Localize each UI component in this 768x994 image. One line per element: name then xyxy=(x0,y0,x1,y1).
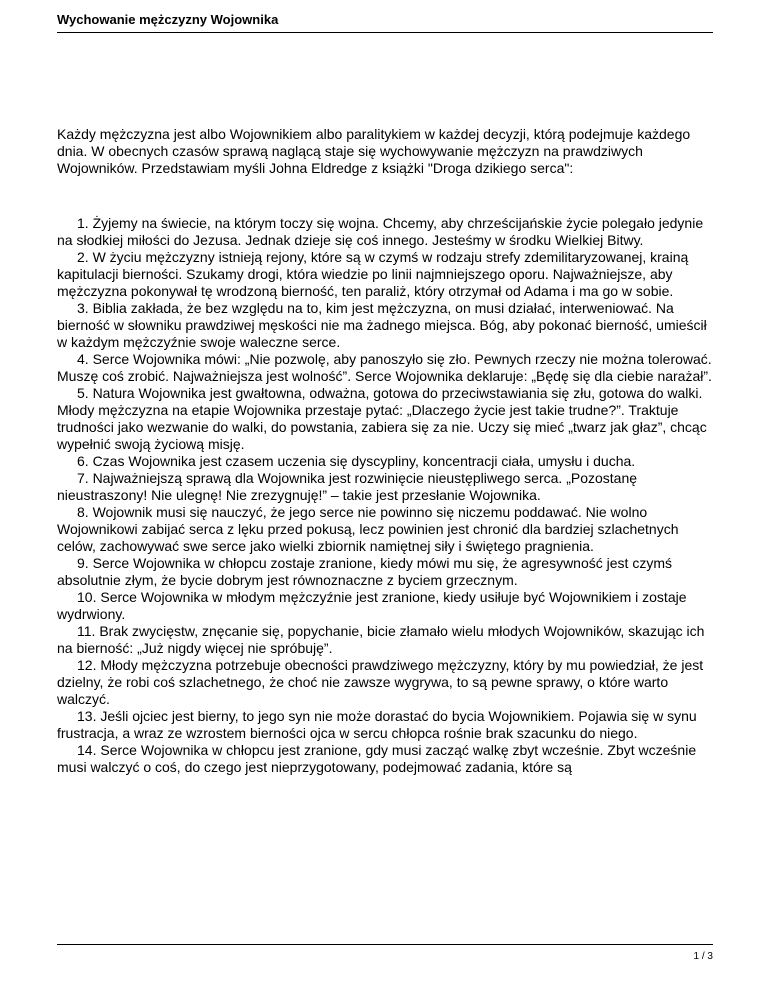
page-header xyxy=(57,6,713,33)
list-item: 6. Czas Wojownika jest czasem uczenia się dyscypliny, koncentracji ciała, umysłu i ducha. xyxy=(77,453,636,469)
list-item: 8. Wojownik musi się nauczyć, że jego serce nie powinno się niczemu poddawać. Nie wolno Wojownikowi zabijać serca z lęku przed pokusą, lecz powinien jest chronić dla bardziej szlachetnych celów, zachowywać swe serce jako wielki zbiornik namiętnej siły i świętego pragnienia. xyxy=(57,504,679,554)
intro-paragraph: Każdy mężczyzna jest albo Wojownikiem albo paralitykiem w każdej decyzji, którą podejmuje każdego dnia. W obecnych czasów sprawą naglącą staje się wychowywanie mężczyzn na prawdziwych Wojowników. Przedstawiam myśli Johna Eldredge z książki "Droga dzikiego serca": xyxy=(57,126,691,176)
list-item: 7. Najważniejszą sprawą dla Wojownika jest rozwinięcie nieustępliwego serca. „Pozostanę nieustraszony! Nie ulegnę! Nie zrezygnuję!” – takie jest przesłanie Wojownika. xyxy=(57,470,638,503)
document-body xyxy=(57,126,713,776)
list-item: 13. Jeśli ojciec jest bierny, to jego syn nie może dorastać do bycia Wojownikiem. Pojawia się w synu frustracja, a wraz ze wzrostem bierności ojca w sercu chłopca rośnie brak szacunku do niego. xyxy=(57,708,697,741)
list-item: 14. Serce Wojownika w chłopcu jest zranione, gdy musi zacząć walkę zbyt wcześnie. Zbyt wcześnie musi walczyć o coś, do czego jest nieprzygotowany, podejmować zadania, które są xyxy=(57,742,697,775)
numbered-list xyxy=(57,215,713,776)
list-item: 5. Natura Wojownika jest gwałtowna, odważna, gotowa do przeciwstawiania się złu, gotowa do walki. Młody mężczyzna na etapie Wojownika przestaje pytać: „Dlaczego życie jest takie trudne?”. Traktuje trudności jako wezwanie do walki, do powstania, zabiera się za nie. Uczy się mieć „twarz jak głaz”, chcąc wypełnić swoją życiową misję. xyxy=(57,385,707,452)
list-item: 1. Żyjemy na świecie, na którym toczy się wojna. Chcemy, aby chrześcijańskie życie polegało jedynie na słodkiej miłości do Jezusa. Jednak dzieje się coś innego. Jesteśmy w środku Wielkiej Bitwy. xyxy=(57,215,704,248)
page-title: Wychowanie mężczyzny Wojownika xyxy=(57,12,279,27)
page-number: 1 / 3 xyxy=(693,951,713,962)
list-item: 9. Serce Wojownika w chłopcu zostaje zranione, kiedy mówi mu się, że agresywność jest czymś absolutnie złym, że bycie dobrym jest równoznaczne z byciem grzecznym. xyxy=(57,555,672,588)
list-item: 12. Młody mężczyzna potrzebuje obecności prawdziwego mężczyzny, który by mu powiedział, że jest dzielny, że robi coś szlachetnego, że choć nie zawsze wygrywa, to są pewne sprawy, o które warto walczyć. xyxy=(57,657,704,707)
list-item: 4. Serce Wojownika mówi: „Nie pozwolę, aby panoszyło się zło. Pewnych rzeczy nie można tolerować. Muszę coś zrobić. Najważniejsza jest wolność”. Serce Wojownika deklaruje: „Będę się dla ciebie narażał”. xyxy=(57,351,712,384)
list-item: 3. Biblia zakłada, że bez względu na to, kim jest mężczyzna, on musi działać, interweniować. Na bierność w słowniku prawdziwej męskości nie ma żadnego miejsca. Bóg, aby pokonać bierność, umieścił w każdym mężczyźnie swoje waleczne serce. xyxy=(57,300,707,350)
list-item: 10. Serce Wojownika w młodym mężczyźnie jest zranione, kiedy usiłuje być Wojownikiem i zostaje wydrwiony. xyxy=(57,589,687,622)
list-item: 11. Brak zwycięstw, znęcanie się, popychanie, bicie złamało wielu młodych Wojowników, skazując ich na bierność: „Już nigdy więcej nie spróbuję”. xyxy=(57,623,705,656)
list-item: 2. W życiu mężczyzny istnieją rejony, które są w czymś w rodzaju strefy zdemilitaryzowanej, krainą kapitulacji bierności. Szukamy drogi, która wiedzie po linii najmniejszego oporu. Najważniejsze, aby mężczyzna pokonywał tę wrodzoną bierność, ten paraliż, który otrzymał od Adama i ma go w sobie. xyxy=(57,249,689,299)
page-footer xyxy=(57,944,713,962)
